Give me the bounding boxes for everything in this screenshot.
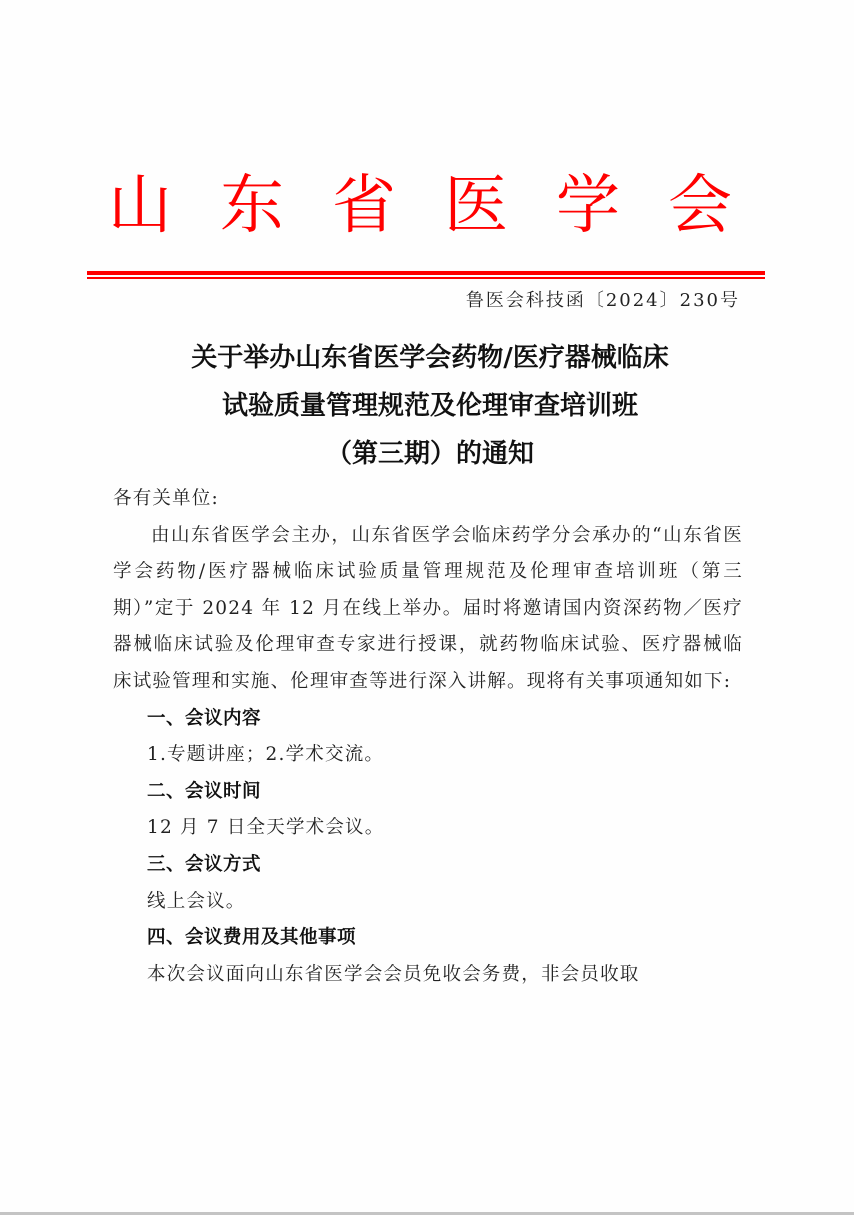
letterhead-char: 山: [108, 169, 172, 243]
section-heading: 四、会议费用及其他事项: [147, 927, 357, 949]
title-line: 关于举办山东省医学会药物/医疗器械临床: [191, 343, 669, 373]
letterhead-divider-thin: [87, 277, 765, 279]
title-line: 试验质量管理规范及伦理审查培训班: [221, 391, 638, 421]
letterhead-char: 东: [220, 169, 284, 243]
section-heading: 三、会议方式: [147, 853, 262, 875]
section-heading: 二、会议时间: [147, 780, 262, 802]
section-content: 1.专题讲座；2.学术交流。: [147, 744, 385, 766]
intro-paragraph: 由山东省医学会主办，山东省医学会临床药学分会承办的“山东省医学会药物/医疗器械临床试验质量管理规范及伦理审查培训班（第三期）”定于 2024 年 12 月在线上举办。届时将邀请国内资深药物／医疗器械临床试验及伦理审查专家进行授课，就药物临床试验、医疗器械临床试验管理和实施、伦理审查等进行深入讲解。现将有关事项通知如下:: [113, 524, 743, 692]
letterhead-divider-thick: [87, 271, 765, 275]
document-body: [113, 481, 743, 993]
section-heading: 一、会议内容: [147, 707, 262, 729]
letterhead-char: 会: [668, 169, 732, 243]
document-title: [90, 334, 770, 478]
section-content: 12 月 7 日全天学术会议。: [147, 817, 385, 839]
document-number: 鲁医会科技函〔2024〕230号: [465, 290, 740, 311]
letterhead-char: 学: [556, 169, 620, 243]
title-line: （第三期）的通知: [325, 439, 534, 469]
salutation: 各有关单位:: [113, 488, 219, 509]
letterhead-char: 医: [444, 169, 508, 243]
section-content: 本次会议面向山东省医学会会员免收会务费，非会员收取: [147, 963, 640, 985]
section-content: 线上会议。: [147, 890, 246, 912]
organization-letterhead: [100, 162, 740, 250]
letterhead-char: 省: [332, 169, 396, 243]
